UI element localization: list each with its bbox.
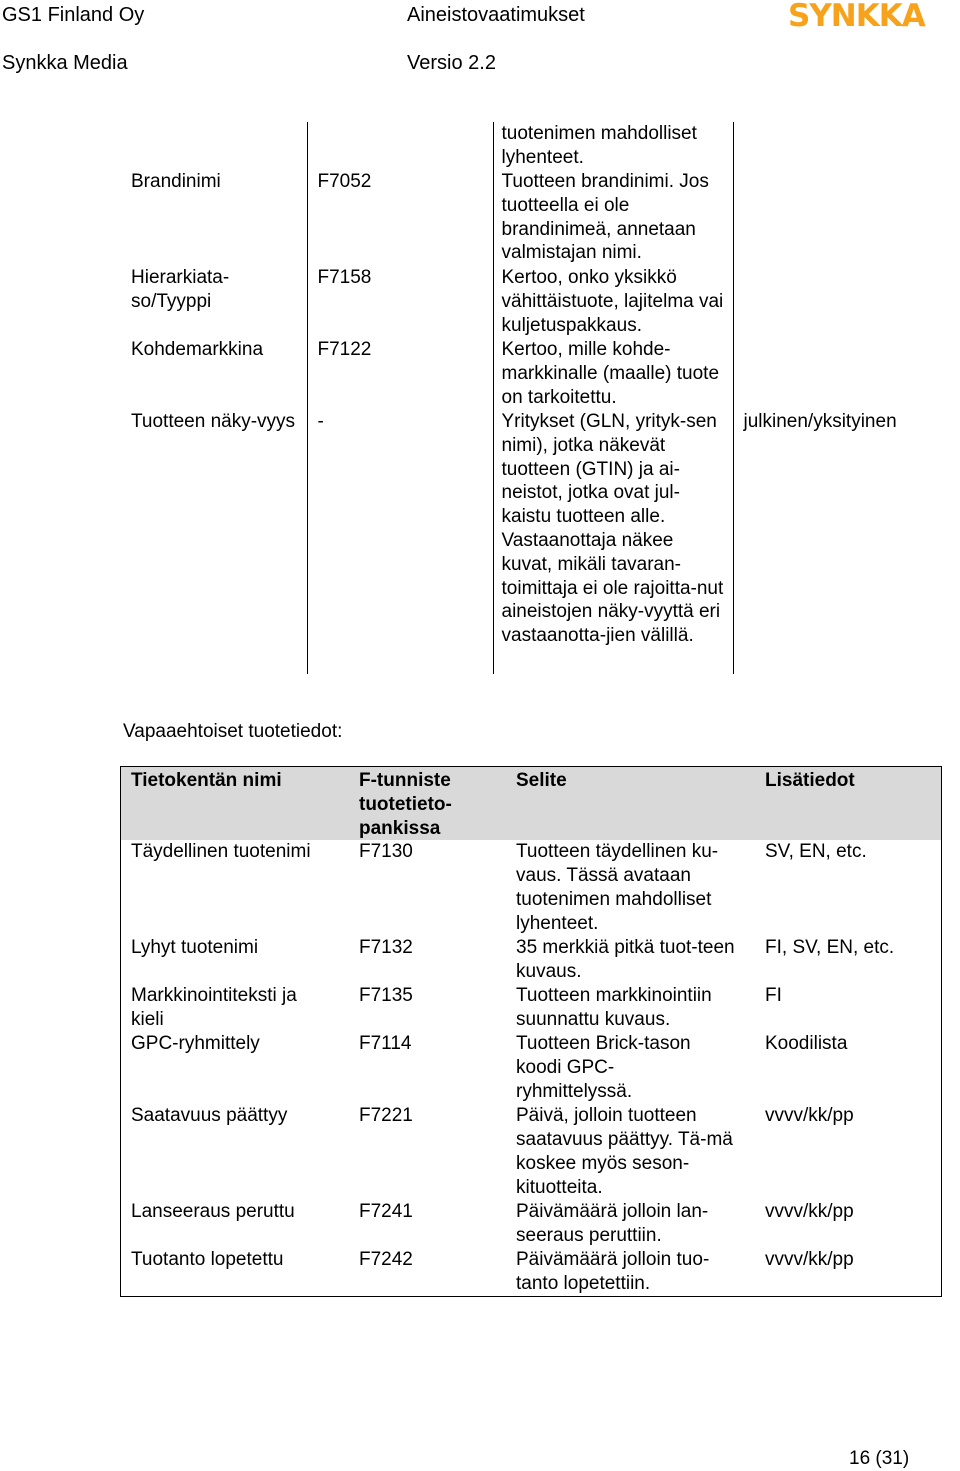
field-description: Päivä, jolloin tuotteen saatavuus päättyy. Tä-mä koskee myös seson-kituotteita. <box>516 1105 733 1198</box>
table-row <box>121 936 941 984</box>
field-name: Lanseeraus peruttu <box>131 1201 295 1223</box>
field-code: F7158 <box>307 266 493 338</box>
table-row <box>121 1200 941 1248</box>
field-name: Täydellinen tuotenimi <box>131 841 311 863</box>
document-title: Aineistovaatimukset <box>407 4 585 26</box>
field-code: F7241 <box>359 1201 413 1223</box>
field-code: F7114 <box>359 1033 412 1055</box>
field-name: Kohdemarkkina <box>131 339 264 360</box>
field-code: F7242 <box>359 1249 413 1271</box>
field-name <box>121 122 307 170</box>
field-name: Brandinimi <box>131 171 221 192</box>
field-description: Tuotteen Brick-tason koodi GPC-ryhmittelyssä. <box>516 1033 691 1102</box>
section-title: Vapaaehtoiset tuotetiedot: <box>123 721 343 742</box>
field-description: Kertoo, mille kohde-markkinalle (maalle) tuote on tarkoitettu. <box>493 338 733 410</box>
field-description: Tuotteen täydellinen ku-vaus. Tässä avataan tuotenimen mahdolliset lyhenteet. <box>516 841 719 934</box>
table-row <box>121 170 958 266</box>
version-label: Versio 2.2 <box>407 52 496 74</box>
field-description: Yritykset (GLN, yrityk-sen nimi), jotka näkevät tuotteen (GTIN) ja ai-neistot, jotka ovat jul-kaistu tuotteen alle. Vastaanottaja näkee kuvat, mikäli tavaran-toimittaja ei ole rajoitta-nut aineistojen näky-vyyttä eri vastaanotta-jien välillä. <box>493 410 733 674</box>
field-extra <box>733 122 958 170</box>
field-extra: julkinen/yksityinen <box>733 410 958 674</box>
field-code: F7130 <box>359 841 413 863</box>
table-row <box>121 266 958 338</box>
field-extra: vvvv/kk/pp <box>765 1249 854 1271</box>
field-name: Lyhyt tuotenimi <box>131 937 259 959</box>
field-name: GPC-ryhmittely <box>131 1033 260 1055</box>
optional-fields-table <box>121 767 941 1296</box>
field-name: Tuotanto lopetettu <box>131 1249 284 1271</box>
table-row <box>121 840 941 936</box>
column-header-code: F-tunniste tuotetieto-pankissa <box>349 767 506 840</box>
field-description: Päivämäärä jolloin lan-seeraus peruttiin. <box>516 1201 709 1247</box>
field-extra: FI <box>765 985 782 1007</box>
field-description: tuotenimen mahdolliset lyhenteet. <box>493 122 733 170</box>
page-number: 16 (31) <box>849 1448 910 1469</box>
column-header-name: Tietokentän nimi <box>121 767 349 840</box>
field-extra: SV, EN, etc. <box>765 841 867 863</box>
column-header-description: Selite <box>506 767 755 840</box>
field-extra: Koodilista <box>765 1033 848 1055</box>
table-row <box>121 984 941 1032</box>
company-name: GS1 Finland Oy <box>2 4 145 26</box>
table-row <box>121 410 958 674</box>
field-name: Hierarkiata-so/Tyyppi <box>131 267 230 312</box>
field-code: F7132 <box>359 937 413 959</box>
field-code: F7135 <box>359 985 413 1007</box>
field-code: - <box>307 410 493 674</box>
table-header-row <box>121 767 941 840</box>
synkka-logo: SYNKKA <box>788 0 925 34</box>
field-name: Markkinointiteksti ja kieli <box>131 985 297 1031</box>
field-code: F7122 <box>307 338 493 410</box>
field-extra <box>733 170 958 266</box>
table-row <box>121 1104 941 1200</box>
field-extra <box>733 338 958 410</box>
table-row <box>121 338 958 410</box>
field-extra: vvvv/kk/pp <box>765 1201 854 1223</box>
field-description: Päivämäärä jolloin tuo-tanto lopetettiin. <box>516 1249 710 1295</box>
field-name: Saatavuus päättyy <box>131 1105 288 1127</box>
column-header-extra: Lisätiedot <box>755 767 941 840</box>
subline-left: Synkka Media <box>2 52 128 74</box>
table-row <box>121 1248 941 1296</box>
field-extra <box>733 266 958 338</box>
field-code: F7221 <box>359 1105 413 1127</box>
table-row <box>121 122 958 170</box>
field-extra: vvvv/kk/pp <box>765 1105 854 1127</box>
field-description: Tuotteen markkinointiin suunnattu kuvaus. <box>516 985 712 1031</box>
table-row <box>121 1032 941 1104</box>
field-code <box>307 122 493 170</box>
field-extra: FI, SV, EN, etc. <box>765 937 895 959</box>
field-description: Tuotteen brandinimi. Jos tuotteella ei ole brandinimeä, annetaan valmistajan nimi. <box>493 170 733 266</box>
field-description: Kertoo, onko yksikkö vähittäistuote, lajitelma vai kuljetuspakkaus. <box>493 266 733 338</box>
field-name: Tuotteen näky-vyys <box>131 411 296 432</box>
field-code: F7052 <box>307 170 493 266</box>
mandatory-fields-table-continued <box>121 122 958 674</box>
field-description: 35 merkkiä pitkä tuot-teen kuvaus. <box>516 937 735 983</box>
